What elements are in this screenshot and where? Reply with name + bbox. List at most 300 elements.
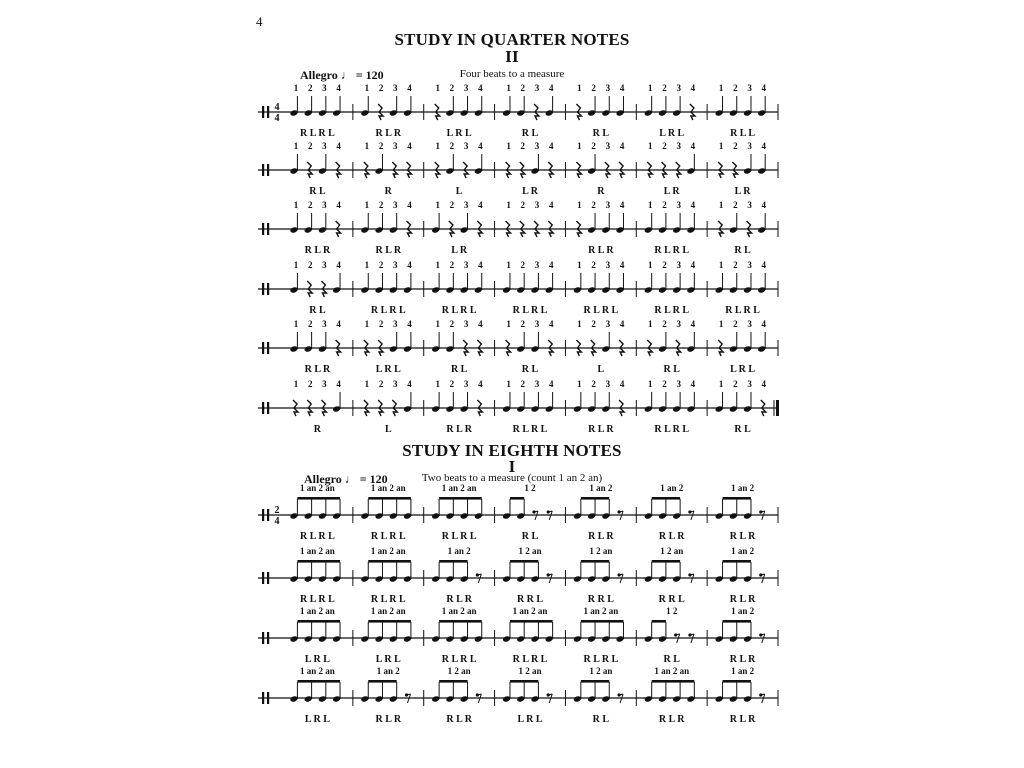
sticking-label: R L R L [583,654,619,665]
beat-count: 2 [662,83,667,93]
beat-count: 4 [761,200,767,210]
beam [368,560,411,563]
beat-count: 2 [520,83,526,93]
beat-count: 4 [478,141,483,151]
sticking-label: L R L [304,654,330,665]
beam [439,680,467,683]
sticking-label: R L R L [370,531,406,542]
beam [581,497,609,500]
sticking-label: R [313,424,322,435]
beat-count: 3 [463,141,469,151]
beat-count: 3 [322,319,327,329]
sticking-label: L [455,186,463,197]
beat-count: 4 [690,141,696,151]
sticking-label: L R L [730,364,756,375]
beat-count: 3 [605,319,611,329]
tempo-value: = 120 [355,68,384,82]
beat-count: 4 [619,319,625,329]
sticking-label: R L R L [583,305,619,316]
beam [723,560,751,563]
beat-count: 4 [548,141,554,151]
beat-count: 2 [307,379,313,389]
beat-count: 1 [648,83,653,93]
sticking-label: R L [309,186,326,197]
beat-count: 2 [520,319,526,329]
beat-count: 1 [718,141,724,151]
beat-count: 1 an 2 [731,666,755,676]
beam [510,680,538,683]
beat-count: 1 an 2 an [300,666,335,676]
beat-count: 2 [520,200,526,210]
sticking-label: R L R [304,364,331,375]
beat-count: 4 [548,379,554,389]
beat-count: 1 an 2 an [441,483,477,493]
sticking-label: R L R L [300,531,335,542]
beat-count: 4 [690,379,696,389]
beat-count: 3 [463,260,469,270]
sticking-label: R L R [446,424,472,435]
sticking-label: R L R L [654,305,690,316]
beat-count: 3 [393,379,398,389]
beat-count: 1 an 2 [447,546,471,556]
sticking-label: R L R L [654,424,690,435]
beat-count: 1 [506,379,511,389]
beat-count: 1 an 2 [731,546,755,556]
sticking-label: R L R [588,531,614,542]
sticking-label: L R [663,186,680,197]
percussion-clef-icon [262,283,264,295]
beat-count: 1 [364,141,370,151]
eighth-row [258,666,778,725]
beat-count: 4 [690,319,696,329]
sticking-label: R R L [587,594,614,605]
beat-count: 2 [733,83,738,93]
beat-count: 2 [449,260,455,270]
beat-count: 1 an 2 [731,483,755,493]
beat-count: 1 [293,200,299,210]
beat-count: 3 [534,379,540,389]
sticking-label: R L R [446,594,472,605]
beat-count: 3 [676,141,681,151]
beat-count: 2 [449,141,455,151]
beat-count: 2 [307,200,313,210]
beat-count: 1 2 an [447,666,471,676]
percussion-clef-icon [262,402,264,414]
sticking-label: R L R L [300,594,335,605]
beat-count: 1 an 2 [589,483,613,493]
sticking-label: R L R L [441,654,477,665]
beat-count: 4 [336,200,341,210]
beat-count: 2 [733,379,738,389]
beam [510,560,538,563]
beat-count: 3 [322,379,327,389]
beat-count: 1 [435,319,440,329]
beat-count: 2 [378,83,384,93]
percussion-clef-icon [267,509,269,521]
beam [439,560,467,563]
beam [439,497,482,500]
beam [297,620,340,623]
beat-count: 2 [733,141,738,151]
time-signature-top: 4 [274,102,280,113]
beat-count: 1 [718,319,724,329]
time-signature-top: 2 [274,505,280,516]
sticking-label: R L R [729,594,756,605]
beat-count: 4 [336,319,341,329]
beat-count: 3 [322,83,327,93]
sticking-label: L R L [659,128,685,139]
sticking-label: R L R L [441,531,477,542]
sticking-label: R L [521,128,539,139]
beam [297,560,340,563]
beat-count: 4 [478,200,483,210]
beat-count: 2 [378,319,384,329]
beat-count: 1 [648,379,653,389]
beat-count: 1 2 an [660,546,684,556]
beam [652,620,666,623]
sticking-label: R L R [729,531,756,542]
beat-count: 2 [662,319,667,329]
sticking-label: R L R L [370,305,406,316]
beat-count: 3 [605,379,611,389]
sticking-label: R L R [375,714,402,725]
beat-count: 4 [548,260,554,270]
beat-count: 2 [307,141,313,151]
beat-count: 2 [307,83,313,93]
sticking-label: R L R [729,714,756,725]
percussion-clef-icon [267,632,269,644]
sticking-label: R L R L [725,305,760,316]
sticking-label: L R L [375,654,401,665]
beat-count: 3 [676,83,681,93]
beat-count: 1 [648,200,653,210]
sticking-label: R L [592,128,610,139]
beat-count: 1 [577,83,582,93]
sticking-label: R R L [516,594,544,605]
quarter-note-icon: ♩ [344,472,357,486]
beat-count: 1 an 2 [660,483,684,493]
beat-count: 1 [718,83,724,93]
percussion-clef-icon [267,223,269,235]
beat-count: 3 [322,200,327,210]
beat-count: 3 [534,200,540,210]
quarter-row [258,141,778,197]
sticking-label: R L R L [370,594,406,605]
beat-count: 1 [435,200,440,210]
sticking-label: R L [592,714,610,725]
percussion-clef-icon [267,164,269,176]
quarter-row [258,83,778,139]
sticking-label: R [597,186,605,197]
beat-count: 1 an 2 [731,606,755,616]
beat-count: 3 [676,319,681,329]
beat-count: 1 [293,141,299,151]
beat-count: 4 [478,83,483,93]
beat-count: 2 [449,379,455,389]
quarter-row [258,319,778,375]
beat-count: 1 2 an [518,666,542,676]
beam [368,680,396,683]
section-title-quarter-notes: STUDY IN QUARTER NOTES [394,30,630,49]
beat-count: 4 [761,83,767,93]
percussion-clef-icon [267,283,269,295]
time-signature-bottom: 4 [274,516,280,527]
beat-count: 1 [506,83,511,93]
beat-count: 2 [662,379,667,389]
beat-count: 1 an 2 an [370,483,406,493]
percussion-clef-icon [262,106,264,118]
tempo-value: = 120 [359,472,388,486]
beat-count: 1 [718,379,724,389]
sticking-label: R L [734,245,751,256]
sticking-label: R L R L [512,305,548,316]
sticking-label: R R L [658,594,685,605]
beat-count: 4 [336,379,341,389]
beam [510,497,524,500]
beat-count: 1 2 an [589,546,613,556]
beat-count: 2 [662,200,667,210]
beat-count: 2 [591,83,596,93]
beat-count: 3 [747,200,752,210]
beat-count: 4 [407,83,412,93]
beat-count: 1 an 2 an [300,546,335,556]
beat-count: 1 [577,141,582,151]
sticking-label: R L R [588,424,614,435]
percussion-clef-icon [267,342,269,354]
beat-count: 3 [747,83,752,93]
sticking-label: R L L [730,128,756,139]
beat-count: 1 [648,260,653,270]
time-signature-bottom: 4 [274,113,280,124]
beat-count: 1 [293,379,299,389]
beat-count: 2 [591,260,596,270]
beat-count: 1 [506,319,511,329]
beat-count: 1 [435,379,440,389]
beat-count: 4 [690,83,696,93]
beat-count: 1 [577,260,582,270]
beat-count: 3 [747,260,752,270]
eighth-row [258,606,778,665]
sticking-label: L [384,424,392,435]
percussion-clef-icon [262,632,264,644]
beam [368,620,411,623]
percussion-clef-icon [262,342,264,354]
percussion-clef-icon [267,572,269,584]
beat-count: 3 [463,379,469,389]
beat-count: 1 [648,141,653,151]
beat-count: 4 [690,260,696,270]
beat-count: 1 [293,319,299,329]
sticking-label: R L R [375,245,402,256]
sticking-label: R L R [588,245,614,256]
beat-count: 2 [591,141,596,151]
beam [581,680,609,683]
beam [652,560,680,563]
sticking-label: L [597,364,605,375]
beat-count: 2 [520,141,526,151]
beat-count: 4 [548,83,554,93]
beat-count: 3 [393,319,398,329]
sticking-label: R L [521,531,539,542]
sticking-label: R L R [729,654,756,665]
sticking-label: R L [309,305,326,316]
percussion-clef-icon [262,692,264,704]
beat-count: 1 an 2 an [370,546,406,556]
beat-count: 4 [761,260,767,270]
beam [652,680,695,683]
beat-count: 4 [619,83,625,93]
beat-count: 4 [761,319,767,329]
beat-count: 4 [619,200,625,210]
beat-count: 3 [393,260,398,270]
beat-count: 3 [747,379,752,389]
sticking-label: L R [522,186,538,197]
section-subtitle-eighth-notes: Two beats to a measure (count 1 an 2 an) [421,472,603,484]
sticking-label: L R L [517,714,543,725]
sticking-label: R L R L [654,245,690,256]
beat-count: 1 [293,83,299,93]
beat-count: 1 an 2 an [300,606,335,616]
beat-count: 3 [747,319,752,329]
beat-count: 2 [307,319,313,329]
section-subtitle-quarter-notes: Four beats to a measure [459,68,565,80]
beat-count: 3 [393,141,398,151]
beat-count: 2 [449,200,455,210]
beat-count: 2 [591,379,596,389]
beam [652,497,680,500]
beam [368,497,411,500]
beat-count: 2 [662,260,667,270]
beat-count: 1 [506,200,511,210]
beat-count: 3 [676,260,681,270]
quarter-row [258,379,779,435]
sticking-label: R L R L [441,305,477,316]
beat-count: 4 [478,260,483,270]
beat-count: 4 [548,319,554,329]
sticking-label: R L R [658,531,685,542]
eighth-row [258,546,778,605]
sticking-label: R [384,186,392,197]
beat-count: 2 [378,260,384,270]
beat-count: 2 [449,83,455,93]
beat-count: 2 [733,200,738,210]
beam [297,497,340,500]
beat-count: 1 [364,379,370,389]
beat-count: 1 2 [524,483,536,493]
beat-count: 1 [364,319,370,329]
quarter-row [258,200,778,256]
beam [510,620,553,623]
page-number: 4 [256,14,263,29]
beat-count: 1 [364,83,370,93]
beat-count: 1 [577,200,582,210]
beat-count: 1 [506,260,511,270]
percussion-clef-icon [267,692,269,704]
percussion-clef-icon [262,572,264,584]
beat-count: 4 [336,141,341,151]
beat-count: 3 [463,319,469,329]
beat-count: 2 [378,200,384,210]
sticking-label: R L [521,364,539,375]
beam [723,680,751,683]
percussion-clef-icon [262,164,264,176]
beat-count: 4 [619,260,625,270]
quarter-note-icon: ♩ [340,68,353,82]
beat-count: 1 [577,319,582,329]
beat-count: 3 [605,141,611,151]
beat-count: 4 [336,83,341,93]
beat-count: 4 [407,260,412,270]
sticking-label: L R L [375,364,401,375]
beat-count: 3 [605,200,611,210]
beat-count: 2 [591,319,596,329]
beat-count: 3 [534,83,540,93]
sticking-label: L R [451,245,468,256]
beat-count: 3 [322,260,327,270]
beat-count: 1 [718,260,724,270]
beat-count: 1 [435,83,440,93]
percussion-clef-icon [262,223,264,235]
beat-count: 3 [322,141,327,151]
beat-count: 1 [718,200,724,210]
beat-count: 1 [293,260,299,270]
beat-count: 2 [520,379,526,389]
beat-count: 4 [336,260,341,270]
beat-count: 3 [393,200,398,210]
beam [723,497,751,500]
beat-count: 1 an 2 an [441,606,477,616]
beat-count: 2 [449,319,455,329]
beat-count: 4 [478,379,483,389]
beat-count: 4 [761,379,767,389]
percussion-clef-icon [267,402,269,414]
beam [723,620,751,623]
sticking-label: R L R L [300,128,335,139]
beat-count: 2 [378,379,384,389]
beat-count: 3 [463,200,469,210]
section-numeral-quarter-notes: II [505,47,519,66]
beat-count: 2 [591,200,596,210]
sticking-label: R L R [658,714,685,725]
beam [297,680,340,683]
tempo-label: Allegro [300,68,338,82]
percussion-clef-icon [262,509,264,521]
percussion-clef-icon [267,106,269,118]
beat-count: 1 [435,141,440,151]
beat-count: 1 an 2 an [512,606,548,616]
beat-count: 4 [690,200,696,210]
beat-count: 1 2 [666,606,678,616]
section-title-eighth-notes: STUDY IN EIGHTH NOTES [402,441,622,460]
sticking-label: L R [734,186,751,197]
sticking-label: R L R [446,714,472,725]
beat-count: 4 [407,141,412,151]
beat-count: 1 [506,141,511,151]
beam [439,620,482,623]
beat-count: 4 [478,319,483,329]
eighth-row [258,483,778,542]
beat-count: 3 [393,83,398,93]
beat-count: 2 [307,260,313,270]
beat-count: 2 [520,260,526,270]
beat-count: 1 2 an [589,666,613,676]
sticking-label: R L [734,424,751,435]
beat-count: 4 [619,379,625,389]
sticking-label: R L [663,364,680,375]
sticking-label: R L R L [512,424,548,435]
quarter-row [258,260,778,316]
tempo-label: Allegro [304,472,342,486]
